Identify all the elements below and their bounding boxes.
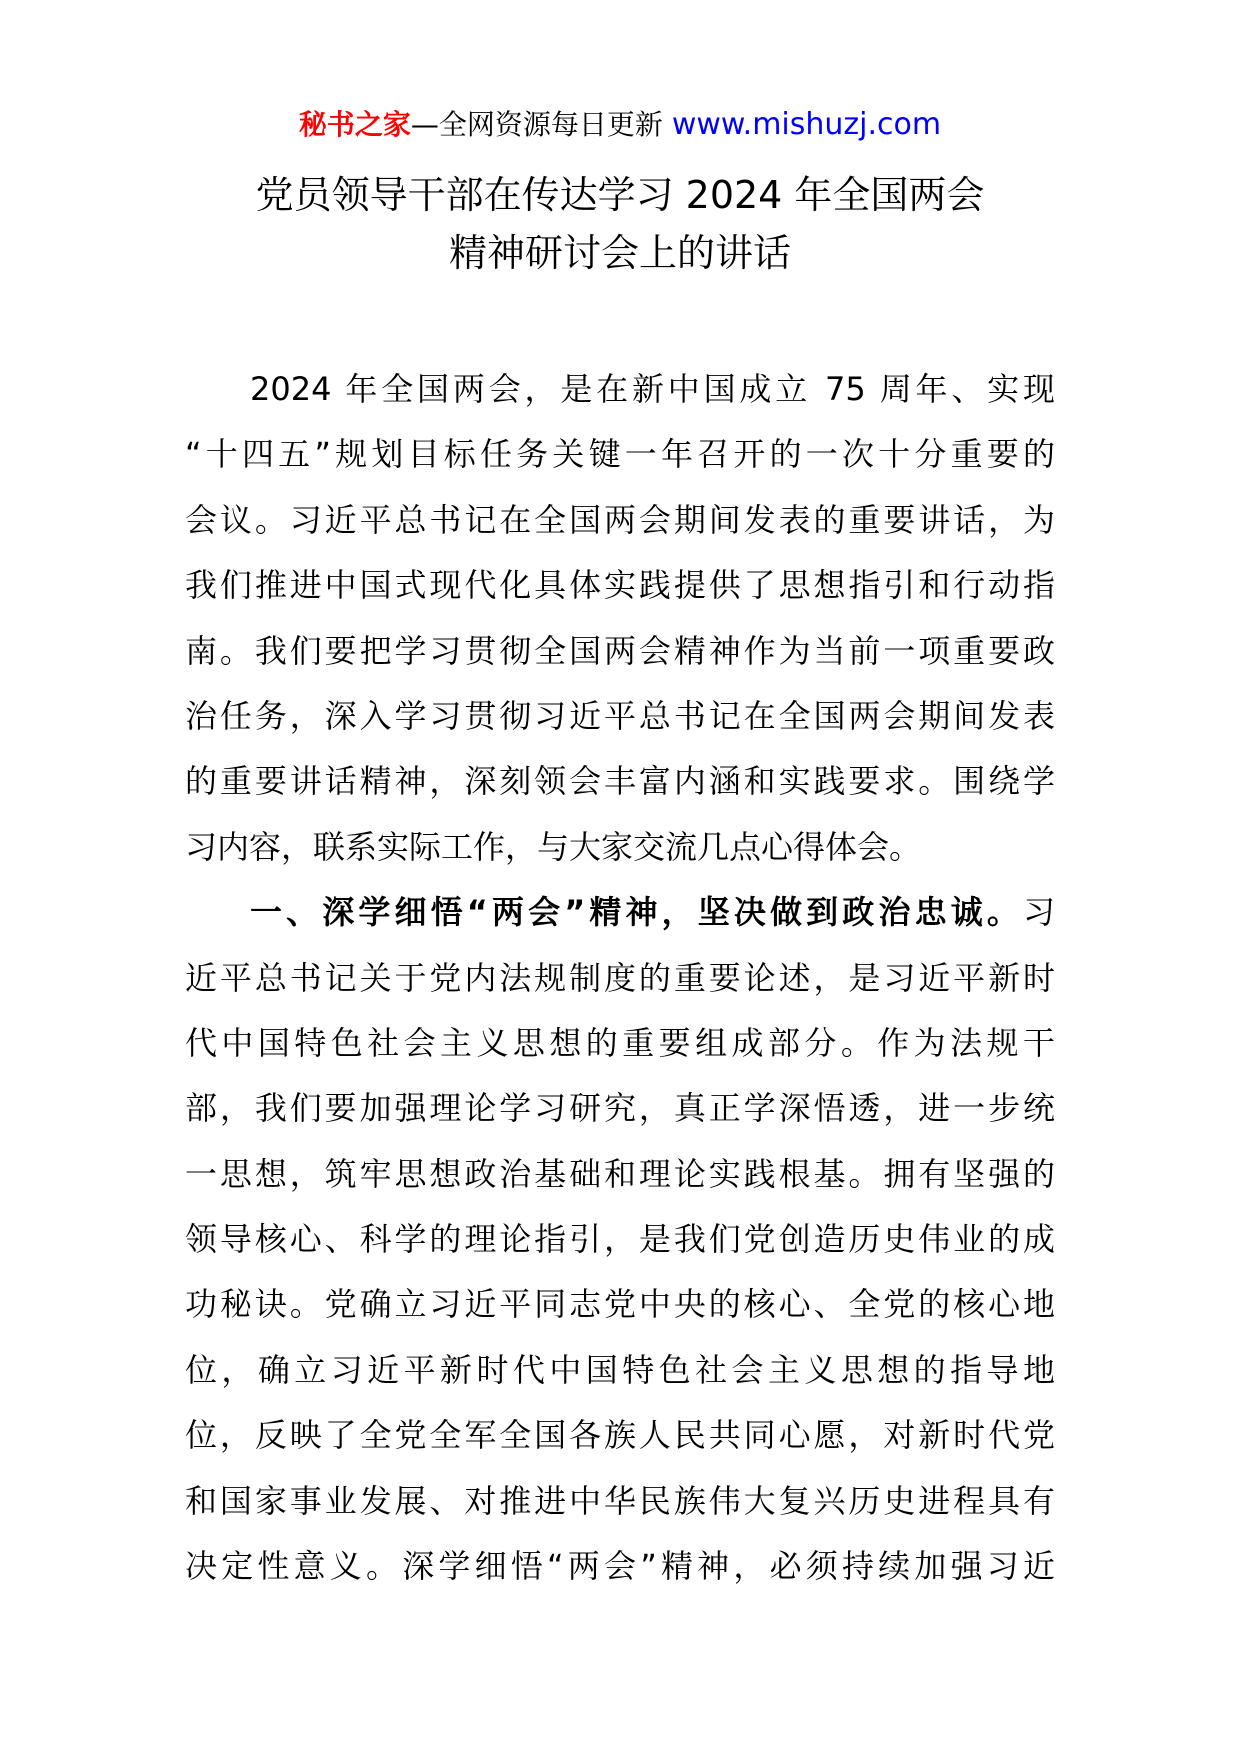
brand-name: 秘书之家 [298, 108, 411, 141]
paragraph-line: 部，我们要加强理论学习研究，真正学深悟透，进一步统 [185, 1089, 1055, 1128]
paragraph-line: 的重要讲话精神，深刻领会丰富内涵和实践要求。围绕学 [185, 762, 1055, 801]
paragraph-line: 代中国特色社会主义思想的重要组成部分。作为法规干 [185, 1023, 1055, 1062]
section-heading: 一、深学细悟“两会”精神，坚决做到政治忠诚。 [250, 893, 1023, 932]
paragraph-line: 位，确立习近平新时代中国特色社会主义思想的指导地 [185, 1350, 1055, 1389]
paragraph-line: 南。我们要把学习贯彻全国两会精神作为当前一项重要政 [185, 631, 1055, 670]
title-line-2: 精神研讨会上的讲话 [448, 231, 791, 275]
document-body [185, 357, 1055, 1599]
paragraph-line: 功秘诀。党确立习近平同志党中央的核心、全党的核心地 [185, 1285, 1055, 1324]
title-line-1: 党员领导干部在传达学习 2024 年全国两会 [255, 173, 985, 217]
paragraph-line: 会议。习近平总书记在全国两会期间发表的重要讲话，为 [185, 500, 1055, 539]
paragraph-line: 习内容，联系实际工作，与大家交流几点心得体会。 [185, 827, 922, 866]
site-url-link[interactable]: www.mishuzj.com [671, 107, 942, 142]
header-tagline: —全网资源每日更新 [410, 108, 672, 141]
paragraph-line: 近平总书记关于党内法规制度的重要论述，是习近平新时 [185, 958, 1055, 997]
paragraph-line: 2024 年全国两会，是在新中国成立 75 周年、实现 [250, 370, 1055, 408]
document-title [0, 166, 1240, 282]
paragraph-line: 我们推进中国式现代化具体实践提供了思想指引和行动指 [185, 566, 1055, 605]
paragraph-line: 决定性意义。深学细悟“两会”精神，必须持续加强习近 [185, 1547, 1055, 1586]
section-heading-tail: 习 [1022, 893, 1055, 932]
paragraph-line: 治任务，深入学习贯彻习近平总书记在全国两会期间发表 [185, 696, 1055, 735]
paragraph-line: 位，反映了全党全军全国各族人民共同心愿，对新时代党 [185, 1416, 1055, 1455]
paragraph-line: 领导核心、科学的理论指引，是我们党创造历史伟业的成 [185, 1220, 1055, 1259]
site-header [0, 100, 1240, 150]
paragraph-line: 一思想，筑牢思想政治基础和理论实践根基。拥有坚强的 [185, 1154, 1055, 1193]
section-heading-line [185, 880, 1055, 945]
paragraph-line: 和国家事业发展、对推进中华民族伟大复兴历史进程具有 [185, 1481, 1055, 1520]
paragraph-line: “十四五”规划目标任务关键一年召开的一次十分重要的 [185, 435, 1055, 474]
